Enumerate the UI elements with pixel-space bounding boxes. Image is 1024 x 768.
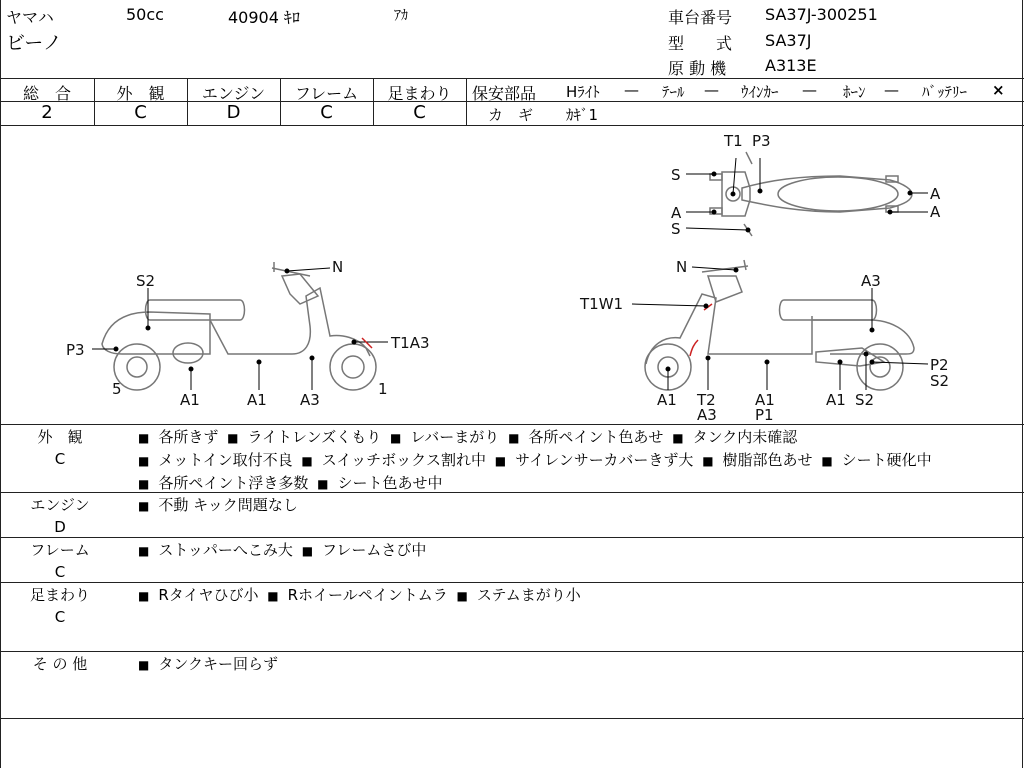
engine-value: A313E — [765, 56, 817, 75]
displacement: 50cc — [126, 5, 164, 24]
damage-mark — [690, 340, 698, 356]
section-frame-items — [134, 539, 426, 562]
safety-item-name: ﾃｰﾙ — [662, 83, 685, 101]
section-engine-heading — [2, 494, 118, 538]
diagram-label: A1 — [657, 391, 677, 409]
damage-diagram — [0, 126, 1022, 424]
condition-item: ■ シート色あせ中 — [313, 474, 442, 492]
condition-item: ■ タンク内未確認 — [668, 428, 797, 446]
safety-label: 保安部品 — [472, 84, 537, 103]
diagram-label: A1 — [826, 391, 846, 409]
section-label: 足まわり — [29, 586, 90, 604]
condition-item: ■ 樹脂部色あせ — [698, 451, 812, 469]
diagram-label: T1W1 — [580, 295, 624, 313]
diagram-label: A3 — [300, 391, 320, 409]
diagram-label: N — [332, 258, 344, 276]
diagram-label: A3 — [697, 406, 717, 424]
condition-item: ■ 各所きず — [134, 428, 218, 446]
safety-item-name: ﾊﾞｯﾃﾘｰ — [922, 83, 968, 101]
diagram-label: S — [671, 220, 681, 238]
safety-item-mark: — — [884, 81, 899, 99]
condition-item: ■ タンクキー回らず — [134, 655, 278, 673]
diagram-label: 1 — [378, 380, 388, 398]
grade-suspension-value: C — [413, 102, 426, 123]
diagram-label: A1 — [755, 391, 775, 409]
model-name: ビーノ — [6, 32, 62, 54]
diagram-label: S2 — [855, 391, 875, 409]
safety-item-mark: — — [704, 81, 719, 99]
type-label: 型 式 — [668, 34, 733, 53]
grade-suspension-label: 足まわり — [387, 84, 452, 103]
section-frame-heading — [2, 539, 118, 583]
diagram-label: S2 — [136, 272, 156, 290]
diagram-label: A — [671, 204, 682, 222]
condition-item: ■ スイッチボックス割れ中 — [297, 451, 486, 469]
divider — [0, 537, 1024, 538]
key-value: ｶｷﾞ1 — [566, 106, 599, 124]
divider — [0, 582, 1024, 583]
section-other-heading — [2, 653, 118, 675]
grade-engine-value: D — [226, 102, 241, 123]
grade-exterior-label: 外 観 — [116, 84, 165, 103]
divider — [0, 651, 1024, 652]
key-label: カ ギ — [488, 106, 534, 124]
diagram-label: S — [671, 166, 681, 184]
section-label: そ の 他 — [32, 655, 88, 673]
grade-exterior-value: C — [134, 102, 147, 123]
section-label: 外 観 — [37, 428, 83, 446]
maker: ヤマハ — [6, 8, 54, 27]
diagram-label: S2 — [930, 372, 950, 390]
safety-item-mark: — — [624, 81, 639, 99]
section-suspension-items — [134, 584, 581, 607]
condition-item: ■ ライトレンズくもり — [223, 428, 381, 446]
condition-item: ■ メットイン取付不良 — [134, 451, 293, 469]
section-grade: D — [54, 518, 66, 536]
condition-item: ■ 各所ペイント浮き多数 — [134, 474, 308, 492]
grade-frame-value: C — [320, 102, 333, 123]
safety-item-mark: — — [802, 81, 817, 99]
section-engine-items — [134, 494, 298, 517]
section-grade: C — [54, 563, 66, 581]
frame-no: SA37J-300251 — [765, 5, 878, 24]
scooter-top-view — [710, 152, 912, 236]
section-exterior-heading — [2, 426, 118, 470]
section-grade: C — [54, 608, 66, 626]
grade-engine-label: エンジン — [201, 84, 266, 103]
diagram-label: A3 — [861, 272, 881, 290]
condition-item: ■ レバーまがり — [386, 428, 499, 446]
condition-item: ■ ステムまがり小 — [453, 586, 581, 604]
grade-frame-label: フレーム — [294, 84, 359, 103]
engine-label: 原 動 機 — [668, 59, 727, 78]
diagram-label: 5 — [112, 380, 122, 398]
type-value: SA37J — [765, 31, 812, 50]
condition-item: ■ シート硬化中 — [817, 451, 931, 469]
diagram-label: A — [930, 185, 941, 203]
section-suspension-heading — [2, 584, 118, 628]
section-label: フレーム — [30, 541, 90, 559]
diagram-label: T2 — [697, 391, 716, 409]
condition-item: ■ Rホイールペイントムラ — [263, 586, 447, 604]
section-other-items — [134, 653, 278, 676]
divider — [0, 718, 1024, 719]
grade-overall-label: 総 合 — [22, 84, 71, 103]
mileage: 40904 ｷﾛ — [228, 8, 300, 27]
divider — [466, 78, 467, 125]
diagram-label: P3 — [66, 341, 85, 359]
safety-item-name: ﾎｰﾝ — [843, 83, 866, 101]
safety-item-name: Hﾗｲﾄ — [566, 83, 600, 101]
section-label: エンジン — [30, 496, 90, 514]
divider — [0, 424, 1024, 425]
diagram-label: A1 — [247, 391, 267, 409]
condition-item: ■ フレームさび中 — [298, 541, 427, 559]
diagram-label: N — [676, 258, 688, 276]
diagram-label: T1 — [724, 132, 743, 150]
condition-item: ■ 不動 キック問題なし — [134, 496, 298, 514]
safety-item-name: ｳｲﾝｶｰ — [741, 83, 779, 101]
divider — [0, 78, 1024, 79]
color: ｱｶ — [394, 8, 408, 24]
diagram-label: P2 — [930, 356, 949, 374]
section-exterior-items — [134, 426, 1014, 495]
section-grade: C — [54, 450, 66, 468]
diagram-label: P1 — [755, 406, 774, 424]
border — [1022, 0, 1023, 768]
diagram-label: T1A3 — [391, 334, 430, 352]
diagram-label: P3 — [752, 132, 771, 150]
safety-item-mark: × — [992, 81, 1005, 99]
condition-item: ■ ストッパーへこみ大 — [134, 541, 293, 559]
condition-item: ■ 各所ペイント色あせ — [504, 428, 663, 446]
diagram-label: A1 — [180, 391, 200, 409]
diagram-label: A — [930, 203, 941, 221]
frame-no-label: 車台番号 — [668, 8, 733, 27]
grade-overall-value: 2 — [41, 102, 53, 123]
condition-item: ■ サイレンサーカバーきず大 — [491, 451, 694, 469]
condition-item: ■ Rタイヤひび小 — [134, 586, 258, 604]
